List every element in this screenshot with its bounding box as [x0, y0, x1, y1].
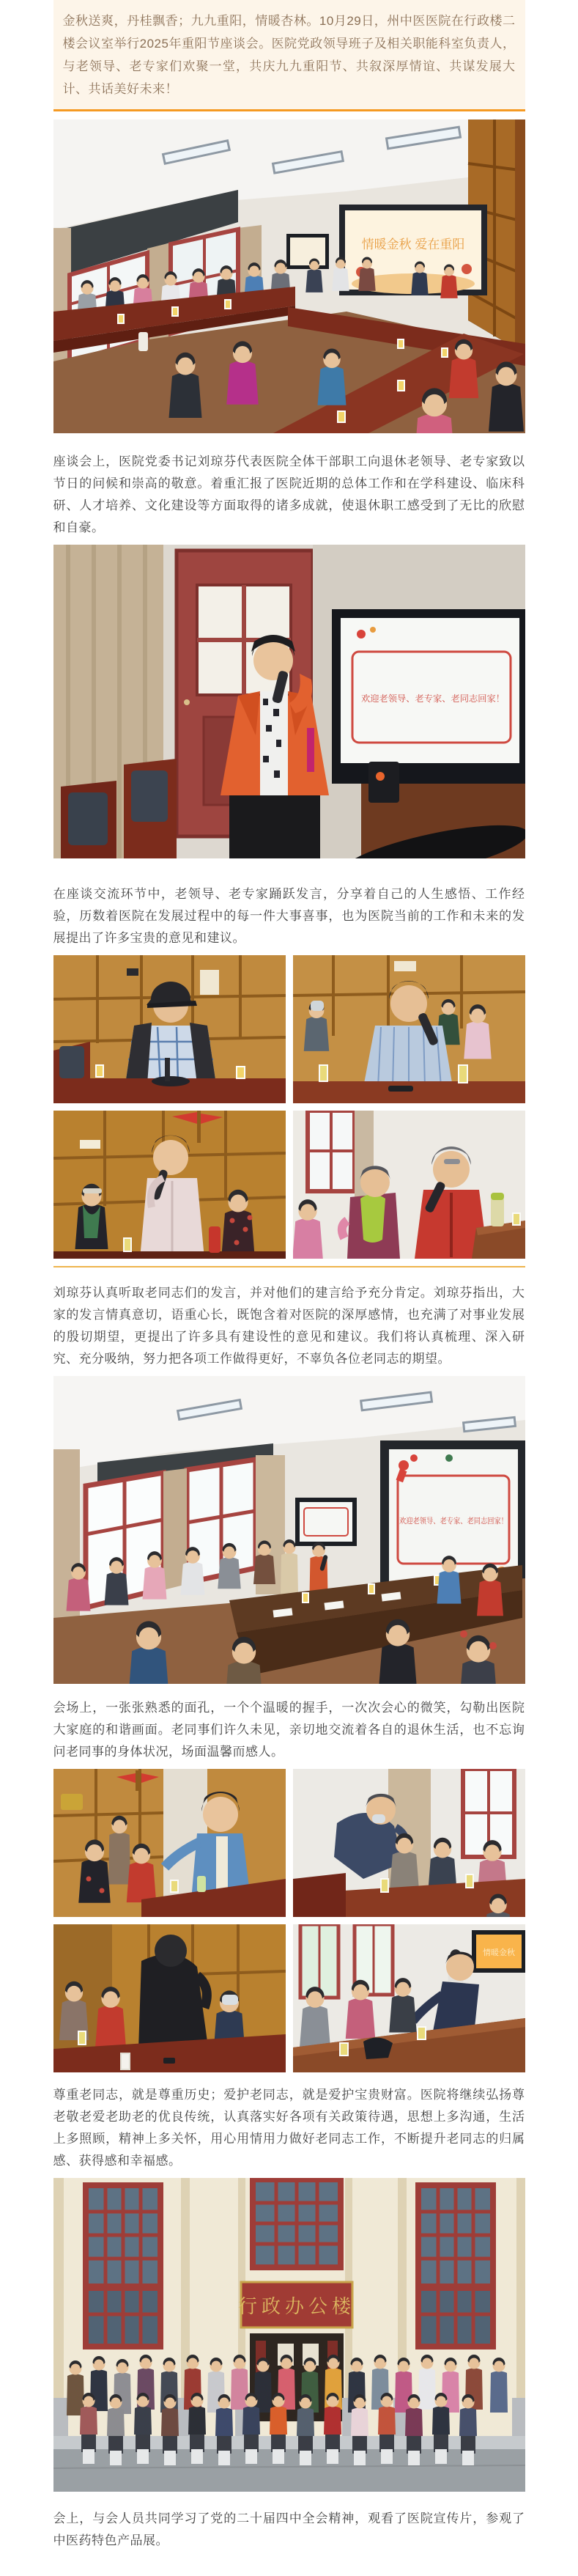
meeting-room-illustration [53, 119, 525, 433]
lattice-window-left [83, 2182, 163, 2349]
paragraph-closing: 会上，与会人员共同学习了党的二十届四中全会精神，观看了医院宣传片，参观了中医药特色产品展。 [53, 2511, 525, 2547]
intro-highlight-box [53, 0, 525, 111]
photo-elder-cap [53, 955, 286, 1103]
window [308, 1111, 355, 1191]
handbag [363, 2037, 393, 2059]
side-tv [286, 234, 329, 269]
group-photo-illustration [53, 2178, 525, 2492]
standing-woman [108, 1816, 130, 1885]
table-left [293, 1873, 346, 1917]
lattice-window-right [415, 2182, 496, 2349]
article-content [53, 0, 525, 2552]
paragraph-discussion: 在座谈交流环节中，老领导、老专家踊跃发言，分享着自己的人生感悟、工作经验，历数着医院在发展过程中的每一件大事喜事，也为医院当前的工作和未来的发展提出了许多宝贵的意见和建议。 [53, 887, 525, 945]
small-tv [295, 1498, 357, 1546]
tv-slide-title: 欢迎老领导、老专家、老同志回家！ [360, 693, 502, 704]
paragraph-reunion: 会场上，一张张熟悉的面孔，一个个温暖的握手，一次次会心的微笑，勾勒出医院大家庭的和谐画面。老同事们许久未见，亲切地交流着各自的退休生活，也不忘询问老同事的身体状况，场面温馨而感人。 [53, 1701, 525, 1759]
photo-grid-speakers [53, 955, 525, 1259]
photo-black-coat-chat [53, 1924, 286, 2072]
photo-handshake [53, 1769, 286, 1917]
photo-meeting-room-wide [53, 119, 525, 433]
pavement [53, 2449, 525, 2492]
photo-grid-greetings [53, 1769, 525, 2072]
step [53, 2436, 525, 2449]
paragraph-report: 座谈会上，医院党委书记刘琼芬代表医院全体干部职工向退休老领导、老专家致以节日的问候和崇高的敬意。着重汇报了医院近期的总体工作和在学科建设、临床科研、人才培养、文化建设等方面取得的诸多成就，使退休职工感受到了无比的欣慰和自豪。 [53, 455, 525, 534]
tv-screen [332, 609, 525, 784]
photo-elder-red-jacket [293, 1111, 525, 1259]
paragraph-response: 刘琼芬认真听取老同志们的发言，并对他们的建言给予充分肯定。刘琼芬指出，大家的发言情真意切，语重心长，既饱含着对医院的深厚感情，也充满了对事业发展的殷切期望，更提出了许多具有建设性的意见和建议。我们将认真梳理、深入研究、充分吸纳，努力把各项工作做得更好，不辜负各位老同志的期望。 [53, 1286, 525, 1366]
photo-meeting-room-welcome [53, 1376, 525, 1684]
screen-top-right [472, 1930, 525, 1973]
photo-elder-striped-shirt [293, 955, 525, 1103]
photo-speaker-orange [53, 545, 525, 858]
group-front-row [80, 2393, 477, 2465]
plaque [61, 1794, 83, 1810]
welcome-slide-title: 欢迎老领导、老专家、老同志回家！ [399, 1517, 522, 1526]
screen-slide-title: 情暖金秋 爱在重阳 [361, 238, 464, 251]
table-mic [152, 1076, 190, 1086]
photo-window-chat [293, 1769, 525, 1917]
tea-bottle [491, 1193, 504, 1226]
table-edge [53, 1251, 286, 1259]
face-mask [372, 1814, 385, 1823]
thermos [209, 1226, 221, 1253]
photo-table-service [293, 1924, 525, 2072]
screen-slide-short: 情暖金秋 [482, 1948, 515, 1957]
building-plaque-text: 行政办公楼 [237, 2295, 355, 2317]
table [293, 1081, 525, 1103]
speaker-illustration [53, 545, 525, 858]
gold-divider [53, 1266, 525, 1267]
welcome-room-illustration [53, 1376, 525, 1684]
photo-woman-pink-standing [53, 1111, 286, 1259]
paragraph-respect: 尊重老同志，就是尊重历史；爱护老同志，就是爱护宝贵财富。医院将继续弘扬尊老敬老爱老助老的优良传统，认真落实好各项有关政策待遇，思想上多沟通，生活上多照顾，精神上多关怀，用心用情用力做好老同志工作，不断提升老同志的归属感、获得感和幸福感。 [53, 2088, 525, 2168]
speaker-box [368, 762, 399, 803]
photo-group-outside [53, 2178, 525, 2492]
intro-paragraph: 金秋送爽，丹桂飘香；九九重阳，情暖杏林。10月29日，州中医医院在行政楼二楼会议室举行2025年重阳节座谈会。医院党政领导班子及相关职能科室负责人，与老领导、老专家们欢聚一堂，共庆九九重阳节、共叙深厚情谊、共谋发展大计、共话美好未来！ [62, 14, 516, 96]
thermos [138, 332, 148, 351]
